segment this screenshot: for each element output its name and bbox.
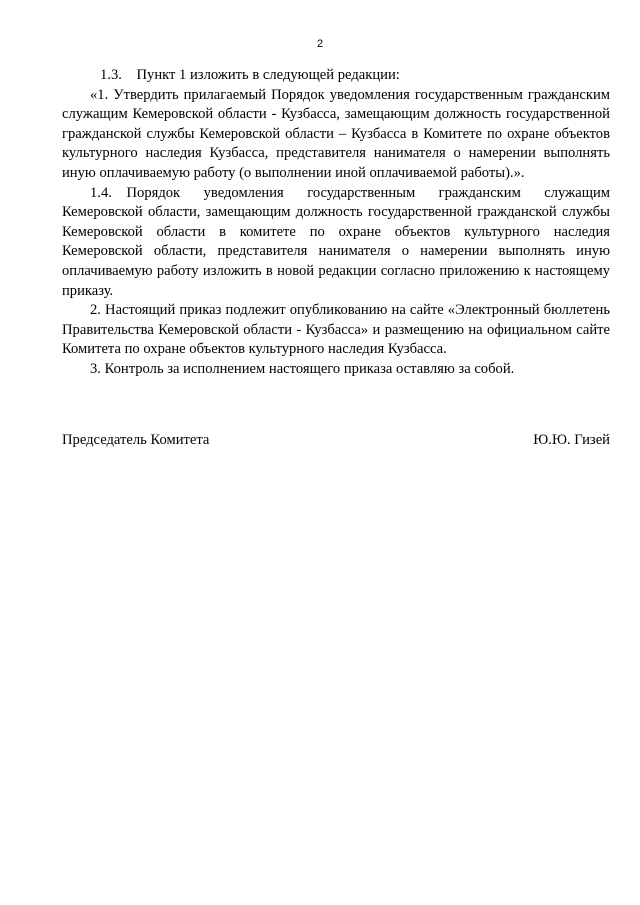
page-number: 2: [316, 38, 324, 50]
signatory-name: Ю.Ю. Гизей: [533, 432, 610, 448]
paragraph-2: 2. Настоящий приказ подлежит опубликованию на сайте «Электронный бюллетень Правительства Кемеровской области - Кузбасса» и размещению на официальном сайте Комитета по охране объектов культурного наследия Кузбасса.: [62, 302, 610, 358]
document-body: [62, 66, 610, 380]
paragraph-1-3: 1.3. Пункт 1 изложить в следующей редакции:: [100, 67, 400, 83]
paragraph-1-3-quote: «1. Утвердить прилагаемый Порядок уведомления государственным гражданским служащим Кемеровской области - Кузбасса, замещающим должность государственной гражданской службы Кемеровской области – Кузбасса в Комитете по охране объектов культурного наследия Кузбасса, представителя нанимателя о намерении выполнять иную оплачиваемую работу (о выполнении иной оплачиваемой работы).».: [62, 86, 610, 181]
signature-block: [62, 431, 610, 451]
paragraph-1-4: 1.4. Порядок уведомления государственным гражданским служащим Кемеровской области, замещающим должность государственной гражданской службы Кемеровской области в комитете по охране объектов культурного наследия Кемеровской области, представителя нанимателя о намерении выполнять иную оплачиваемую работу изложить в новой редакции согласно приложению к настоящему приказу.: [62, 184, 610, 299]
paragraph-3: 3. Контроль за исполнением настоящего приказа оставляю за собой.: [90, 360, 515, 377]
signatory-position: Председатель Комитета: [62, 432, 210, 448]
